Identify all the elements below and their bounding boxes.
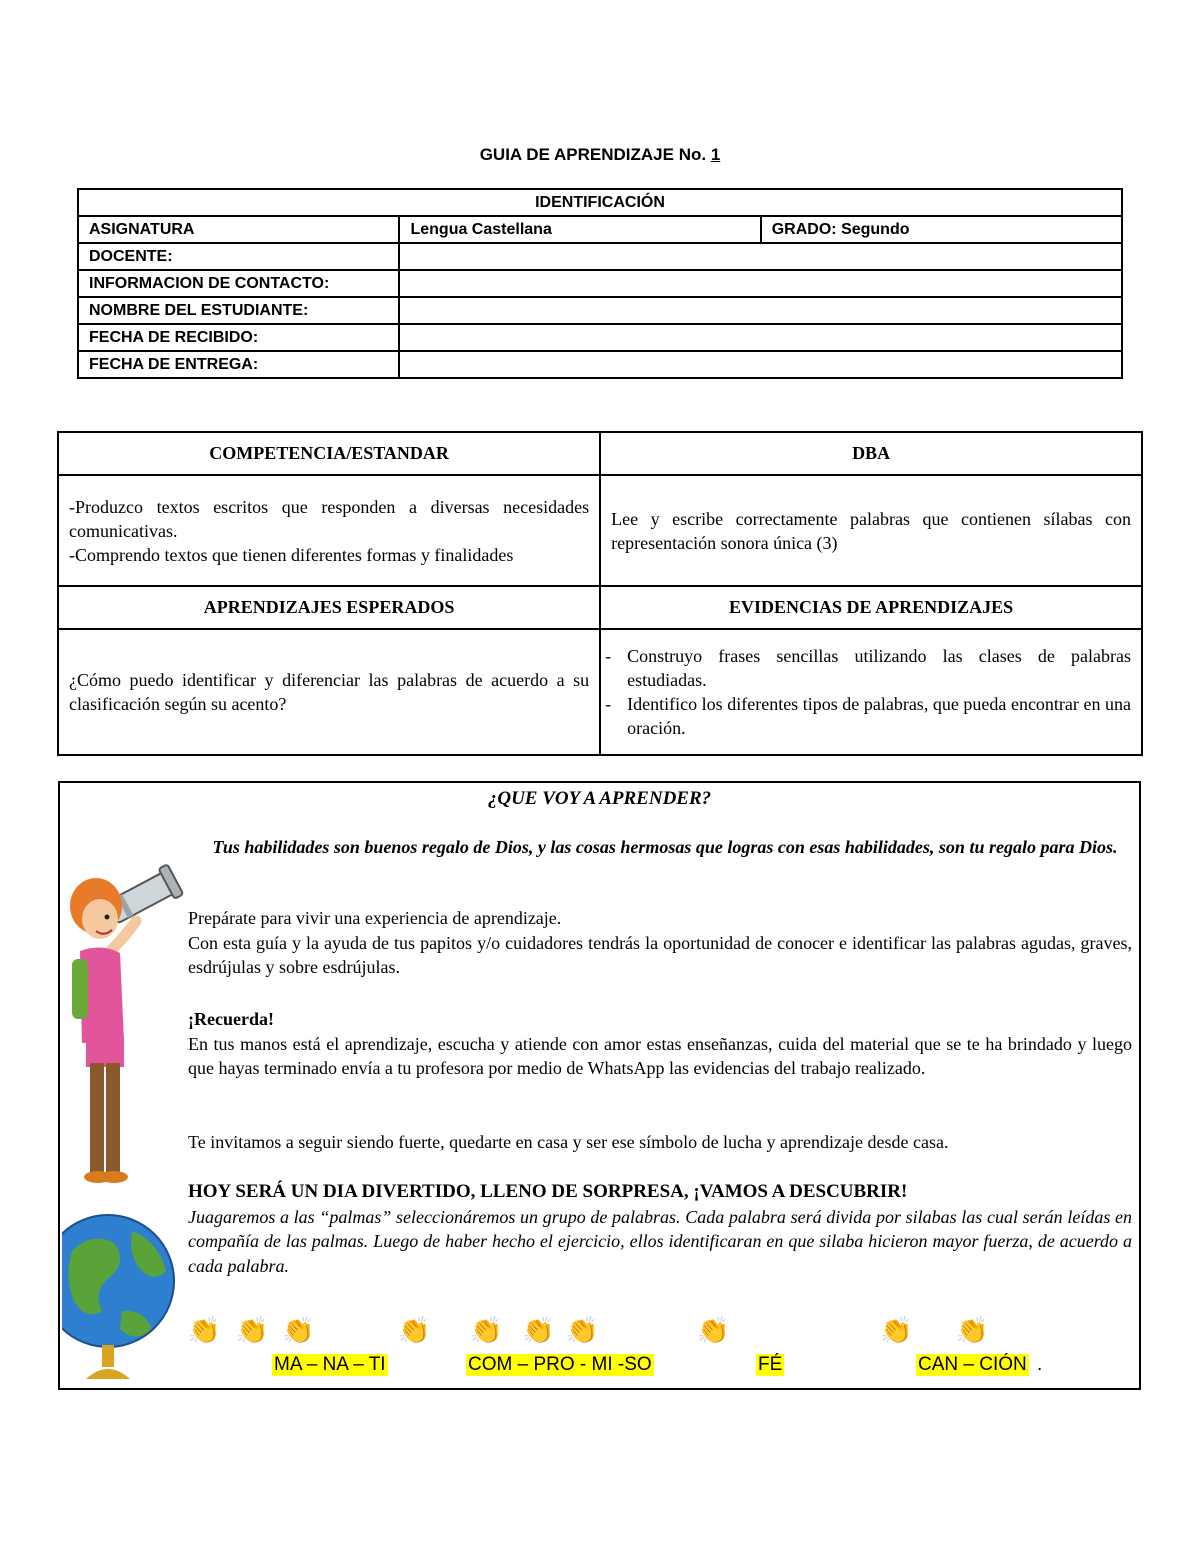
fun-block bbox=[188, 1180, 1132, 1278]
student-name-label: NOMBRE DEL ESTUDIANTE: bbox=[78, 297, 399, 324]
word-terminator: . bbox=[1037, 1354, 1043, 1375]
aprendizajes-header: APRENDIZAJES ESPERADOS bbox=[58, 586, 600, 629]
learning-section bbox=[58, 781, 1141, 1390]
child-with-telescope-illustration bbox=[62, 831, 188, 1389]
clapping-hands-icon: 👏 bbox=[522, 1316, 555, 1345]
intro-line-1: Prepárate para vivir una experiencia de aprendizaje. bbox=[188, 908, 562, 928]
competencia-line-1: -Produzco textos escritos que responden a diversas necesidades comunicativas. bbox=[69, 496, 590, 541]
competencia-header: COMPETENCIA/ESTANDAR bbox=[58, 432, 600, 475]
clapping-hands-icon: 👏 bbox=[398, 1316, 431, 1345]
competencies-table bbox=[57, 431, 1143, 756]
identification-header: IDENTIFICACIÓN bbox=[78, 189, 1122, 216]
contact-label: INFORMACION DE CONTACTO: bbox=[78, 270, 399, 297]
syllable-word: FÉ bbox=[758, 1354, 783, 1375]
intro-paragraph bbox=[188, 906, 1132, 980]
evidencia-item: - Construyo frases sencillas utilizando las clases de palabras estudiadas. bbox=[609, 644, 1131, 692]
evidencias-header: EVIDENCIAS DE APRENDIZAJES bbox=[600, 586, 1142, 629]
title-number: 1 bbox=[710, 145, 721, 164]
competencia-line-2: -Comprendo textos que tienen diferentes formas y finalidades bbox=[69, 544, 514, 565]
evidencias-list bbox=[609, 644, 1131, 740]
delivery-date-field[interactable] bbox=[399, 351, 1122, 378]
syllable-word: MA – NA – TI bbox=[274, 1354, 386, 1375]
fun-title: HOY SERÁ UN DIA DIVERTIDO, LLENO DE SORPRESA, ¡VAMOS A DESCUBRIR! bbox=[188, 1181, 908, 1202]
page-title bbox=[0, 145, 1200, 165]
delivery-date-label: FECHA DE ENTREGA: bbox=[78, 351, 399, 378]
aprendizajes-text: ¿Cómo puedo identificar y diferenciar las palabras de acuerdo a su clasificación según su acento? bbox=[58, 629, 600, 755]
subject-value: Lengua Castellana bbox=[399, 216, 760, 243]
syllable-word: COM – PRO - MI -SO bbox=[468, 1354, 652, 1375]
clapping-hands-icon: 👏 bbox=[956, 1316, 989, 1345]
subject-label: ASIGNATURA bbox=[78, 216, 399, 243]
quote: Tus habilidades son buenos regalo de Dios, y las cosas hermosas que logras con esas habilidades, son tu regalo para Dios. bbox=[212, 837, 1118, 857]
docente-label: DOCENTE: bbox=[78, 243, 399, 270]
clapping-hands-icon: 👏 bbox=[470, 1316, 503, 1345]
clapping-hands-icon: 👏 bbox=[880, 1316, 913, 1345]
remember-block bbox=[188, 1007, 1132, 1081]
intro-line-2: Con esta guía y la ayuda de tus papitos y/o cuidadores tendrás la oportunidad de conocer e identificar las palabras agudas, graves, esdrújulas y sobre esdrújulas. bbox=[188, 932, 1132, 977]
remember-title: ¡Recuerda! bbox=[188, 1009, 274, 1029]
evidencias-cell bbox=[600, 629, 1142, 755]
student-name-field[interactable] bbox=[399, 297, 1122, 324]
clapping-hands-icon: 👏 bbox=[188, 1316, 221, 1345]
section-title: ¿QUE VOY A APRENDER? bbox=[487, 788, 712, 809]
competencia-cell bbox=[58, 475, 600, 586]
title-text: GUIA DE APRENDIZAJE No. bbox=[479, 145, 707, 164]
clapping-hands-icon: 👏 bbox=[697, 1316, 730, 1345]
received-date-field[interactable] bbox=[399, 324, 1122, 351]
identification-table bbox=[77, 188, 1123, 379]
invite-text: Te invitamos a seguir siendo fuerte, quedarte en casa y ser ese símbolo de lucha y aprendizaje desde casa. bbox=[188, 1132, 949, 1152]
contact-field[interactable] bbox=[399, 270, 1122, 297]
remember-text: En tus manos está el aprendizaje, escucha y atiende con amor estas enseñanzas, cuida del material que se te ha brindado y luego que hayas terminado envía a tu profesora por medio de WhatsApp las evidencias del trabajo realizado. bbox=[188, 1033, 1132, 1078]
grade-value: GRADO: Segundo bbox=[761, 216, 1122, 243]
dba-text: Lee y escribe correctamente palabras que contienen sílabas con representación sonora única (3) bbox=[600, 475, 1142, 586]
clapping-hands-icon: 👏 bbox=[566, 1316, 599, 1345]
clapping-hands-icon: 👏 bbox=[236, 1316, 269, 1345]
syllable-word: CAN – CIÓN bbox=[918, 1354, 1027, 1375]
clapping-hands-icon: 👏 bbox=[282, 1316, 315, 1345]
fun-text: Juagaremos a las “palmas” seleccionáremos un grupo de palabras. Cada palabra será divida por silabas las cual serán leídas en compañía de las palmas. Luego de haber hecho el ejercicio, ellos identificaran en que silaba hicieron mayor fuerza, de acuerdo a cada palabra. bbox=[188, 1206, 1132, 1276]
docente-field[interactable] bbox=[399, 243, 1122, 270]
received-date-label: FECHA DE RECIBIDO: bbox=[78, 324, 399, 351]
evidencia-item: - Identifico los diferentes tipos de palabras, que pueda encontrar en una oración. bbox=[609, 692, 1131, 740]
dba-header: DBA bbox=[600, 432, 1142, 475]
